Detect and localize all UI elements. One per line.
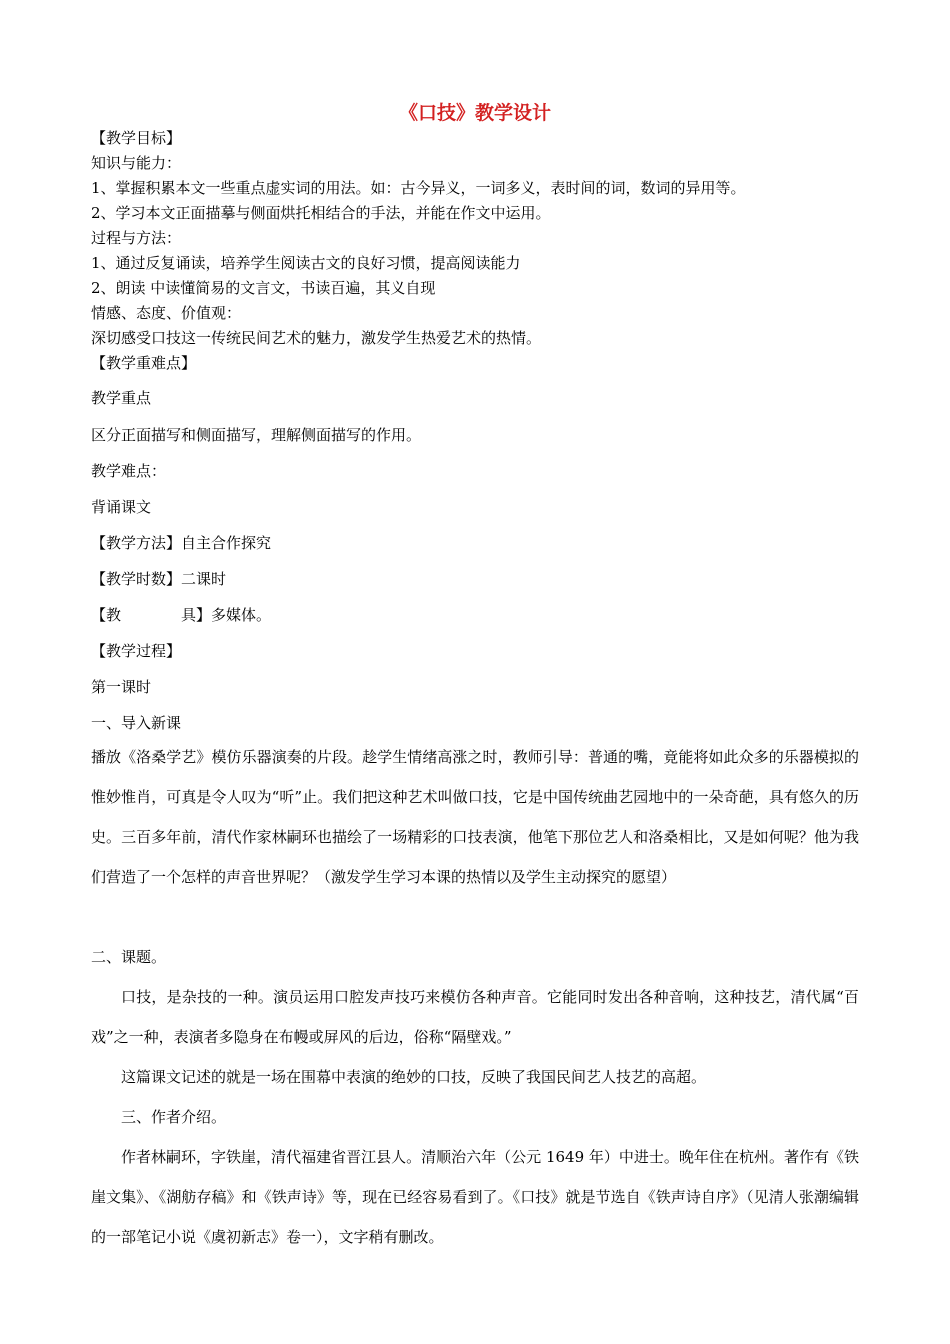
focus-text: 区分正面描写和侧面描写，理解侧面描写的作用。	[91, 426, 422, 444]
process-item-1: 1、通过反复诵读，培养学生阅读古文的良好习惯，提高阅读能力	[91, 254, 521, 272]
process-item-2: 2、朗读 中读懂简易的文言文，书读百遍，其义自现	[91, 279, 436, 297]
subheading-emotion: 情感、态度、价值观：	[91, 304, 242, 322]
subheading-process: 过程与方法：	[91, 229, 182, 247]
subheading-focus: 教学重点	[91, 389, 152, 407]
author-paragraph: 作者林嗣环，字铁崖，清代福建省晋江县人。清顺治六年（公元 1649 年）中进士。晚年住在杭州。著作有《铁崖文集》、《湖舫存稿》和《铁声诗》等，现在已经容易看到了。《口技》就是节选自《铁声诗自序》（见清人张潮编辑的一部笔记小说《虞初新志》卷一），文字稍有删改。	[91, 1148, 859, 1246]
heading-teaching-goals: 【教学目标】	[91, 129, 182, 147]
teaching-hours: 【教学时数】二课时	[91, 570, 227, 588]
goal-item-1: 1、掌握积累本文一些重点虚实词的用法。如：古今异义，一词多义，表时间的词，数词的异用等。	[91, 179, 746, 197]
section-intro: 一、导入新课	[91, 714, 182, 732]
lesson-one: 第一课时	[91, 678, 152, 696]
goal-item-2: 2、学习本文正面描摹与侧面烘托相结合的手法，并能在作文中运用。	[91, 204, 551, 222]
teaching-method: 【教学方法】自主合作探究	[91, 534, 272, 552]
emotion-item: 深切感受口技这一传统民间艺术的魅力，激发学生热爱艺术的热情。	[91, 329, 542, 347]
heading-key-points: 【教学重难点】	[91, 354, 197, 372]
intro-paragraph: 播放《洛桑学艺》模仿乐器演奏的片段。趁学生情绪高涨之时，教师引导：普通的嘴，竟能将如此众多的乐器模拟的惟妙惟肖，可真是令人叹为“听”止。我们把这种艺术叫做口技，它是中国传统曲艺园地中的一朵奇葩，具有悠久的历史。三百多年前，清代作家林嗣环也描绘了一场精彩的口技表演，他笔下那位艺人和洛桑相比，又是如何呢？他为我们营造了一个怎样的声音世界呢？（激发学生学习本课的热情以及学生主动探究的愿望）	[91, 748, 859, 886]
topic-paragraph: 口技，是杂技的一种。演员运用口腔发声技巧来模仿各种声音。它能同时发出各种音响，这种技艺，清代属“百戏”之一种，表演者多隐身在布幔或屏风的后边，俗称“隔壁戏。”	[91, 988, 859, 1046]
subheading-knowledge: 知识与能力：	[91, 154, 182, 172]
teaching-tools-label-b: 具】多媒体。	[181, 606, 272, 624]
section-topic: 二、课题。	[91, 948, 167, 966]
section-author: 三、作者介绍。	[121, 1108, 227, 1126]
difficulty-text: 背诵课文	[91, 498, 152, 516]
teaching-tools	[91, 605, 271, 625]
topic-summary: 这篇课文记述的就是一场在围幕中表演的绝妙的口技，反映了我国民间艺人技艺的高超。	[121, 1068, 707, 1086]
teaching-tools-label-a: 【教	[91, 606, 122, 624]
subheading-difficulty: 教学难点：	[91, 462, 167, 480]
document-title: 《口技》教学设计	[398, 102, 551, 124]
heading-process: 【教学过程】	[91, 642, 182, 660]
